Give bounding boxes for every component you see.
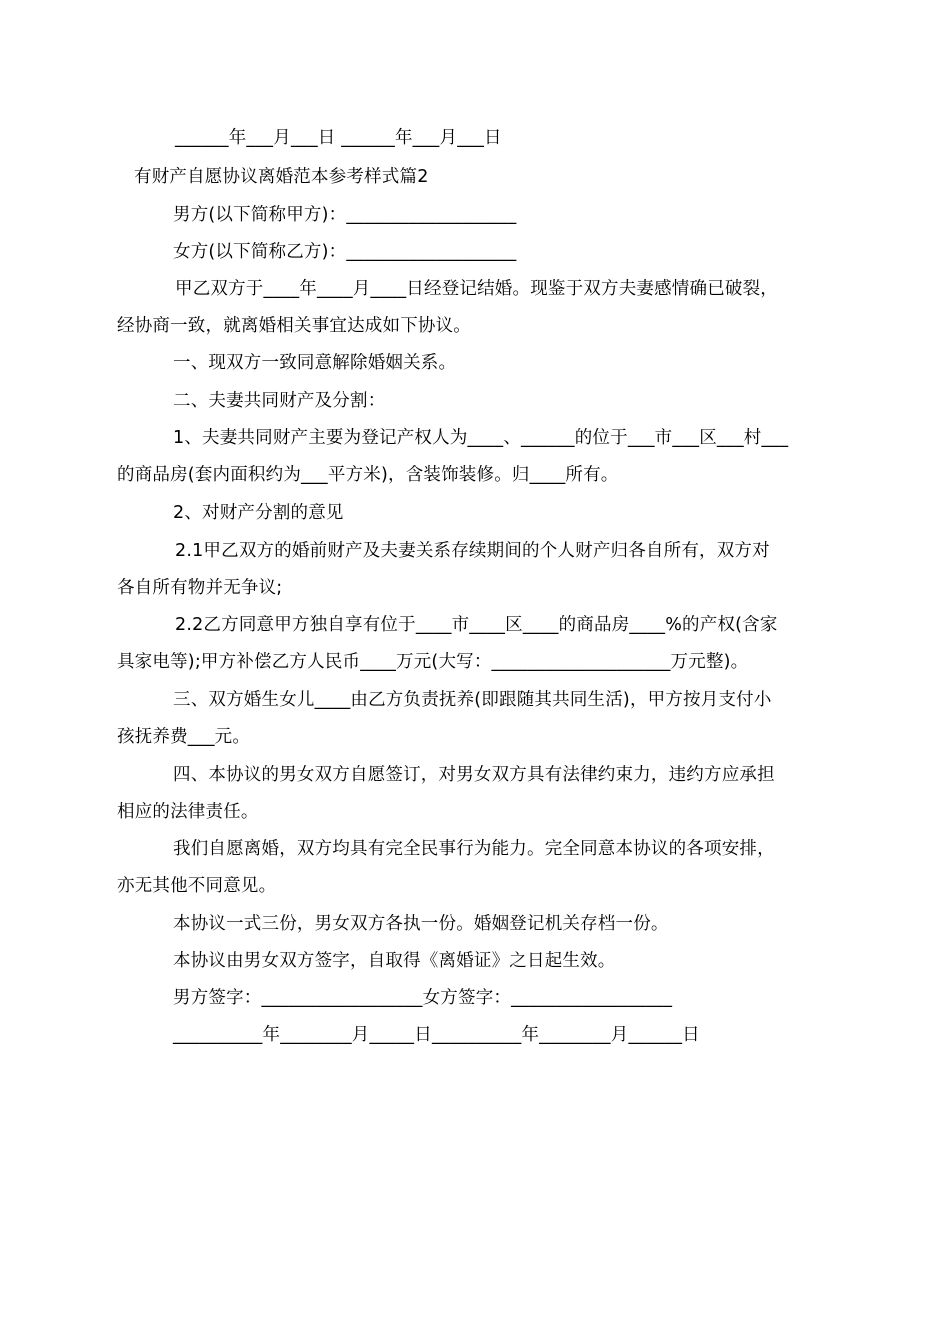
signature-line: 男方签字：__________________女方签字：__________________: [173, 988, 673, 1008]
clause-2-2-1-line-2: 各自所有物并无争议;: [117, 578, 283, 598]
clause-4-line-2: 相应的法律责任。: [117, 802, 259, 822]
clause-2-heading: 二、夫妻共同财产及分割：: [173, 391, 386, 411]
date-line-bottom: __________年________月_____日__________年________月______日: [173, 1025, 700, 1045]
clause-2-2-heading: 2、对财产分割的意见: [173, 503, 344, 523]
clause-3-line-2: 孩抚养费___元。: [117, 727, 251, 747]
declaration-line-1: 我们自愿离婚，双方均具有完全民事行为能力。完全同意本协议的各项安排，: [173, 839, 775, 859]
clause-2-2-2-line-1: 2.2乙方同意甲方独自享有位于____市____区____的商品房____%的产权(含家: [175, 615, 778, 635]
date-line-top: ______年___月___日 ______年___月___日: [175, 128, 502, 148]
declaration-line-2: 亦无其他不同意见。: [117, 876, 277, 896]
clause-2-2-2-line-2: 具家电等);甲方补偿乙方人民币____万元(大写：____________________万元整)。: [117, 652, 749, 672]
effective-line: 本协议由男女双方签字，自取得《离婚证》之日起生效。: [173, 951, 616, 971]
clause-1: 一、现双方一致同意解除婚姻关系。: [173, 353, 457, 373]
section-title: 有财产自愿协议离婚范本参考样式篇2: [134, 167, 429, 187]
paragraph-marriage-2: 经协商一致，就离婚相关事宜达成如下协议。: [117, 316, 471, 336]
clause-2-1-line-2: 的商品房(套内面积约为___平方米)，含装饰装修。归____所有。: [117, 465, 619, 485]
clause-2-2-1-line-1: 2.1甲乙双方的婚前财产及夫妻关系存续期间的个人财产归各自所有，双方对: [175, 541, 770, 561]
copies-line: 本协议一式三份，男女双方各执一份。婚姻登记机关存档一份。: [173, 914, 669, 934]
party-female-line: 女方(以下简称乙方)：___________________: [173, 242, 517, 262]
party-male-line: 男方(以下简称甲方)：___________________: [173, 205, 517, 225]
paragraph-marriage-1: 甲乙双方于____年____月____日经登记结婚。现鉴于双方夫妻感情确已破裂，: [175, 279, 778, 299]
clause-3-line-1: 三、双方婚生女儿____由乙方负责抚养(即跟随其共同生活)，甲方按月支付小: [173, 690, 772, 710]
clause-4-line-1: 四、本协议的男女双方自愿签订，对男女双方具有法律约束力，违约方应承担: [173, 765, 775, 785]
clause-2-1-line-1: 1、夫妻共同财产主要为登记产权人为____、______的位于___市___区___村___: [173, 428, 789, 448]
